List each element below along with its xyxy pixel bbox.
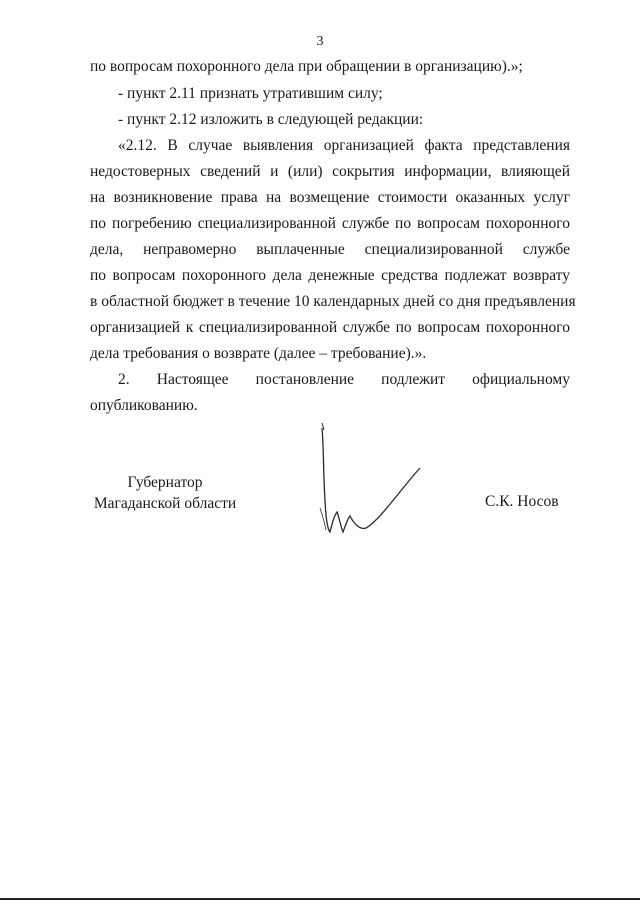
signer-name: С.К. Носов <box>485 493 559 510</box>
position-title: Губернатор <box>127 474 203 491</box>
text-line: - пункт 2.12 изложить в следующей редакции: <box>118 111 424 128</box>
text-line: 2. Настоящее постановление подлежит официальному <box>118 371 570 388</box>
text-line: по вопросам похоронного дела при обращении в организацию).»; <box>90 58 523 75</box>
handwritten-signature <box>310 420 430 550</box>
text-line: опубликованию. <box>90 397 198 414</box>
text-line: дела, неправомерно выплаченные специализированной службе <box>90 241 570 258</box>
text-line: - пункт 2.11 признать утратившим силу; <box>118 85 383 102</box>
text-line: «2.12. В случае выявления организацией факта представления <box>118 137 570 154</box>
text-line: дела требования о возврате (далее – требование).». <box>90 345 427 362</box>
text-line: в областной бюджет в течение 10 календарных дней со дня предъявления <box>90 293 576 310</box>
scan-edge-line <box>0 898 640 900</box>
position-region: Магаданской области <box>93 495 237 512</box>
page-number: 3 <box>316 34 324 49</box>
text-line: по вопросам похоронного дела денежные средства подлежат возврату <box>90 267 570 284</box>
text-line: на возникновение права на возмещение стоимости оказанных услуг <box>90 189 570 206</box>
signature-position <box>80 472 250 514</box>
text-line: по погребению специализированной службе по вопросам похоронного <box>90 215 570 232</box>
text-line: недостоверных сведений и (или) сокрытия информации, влияющей <box>90 163 570 180</box>
text-line: организацией к специализированной службе по вопросам похоронного <box>90 319 570 336</box>
